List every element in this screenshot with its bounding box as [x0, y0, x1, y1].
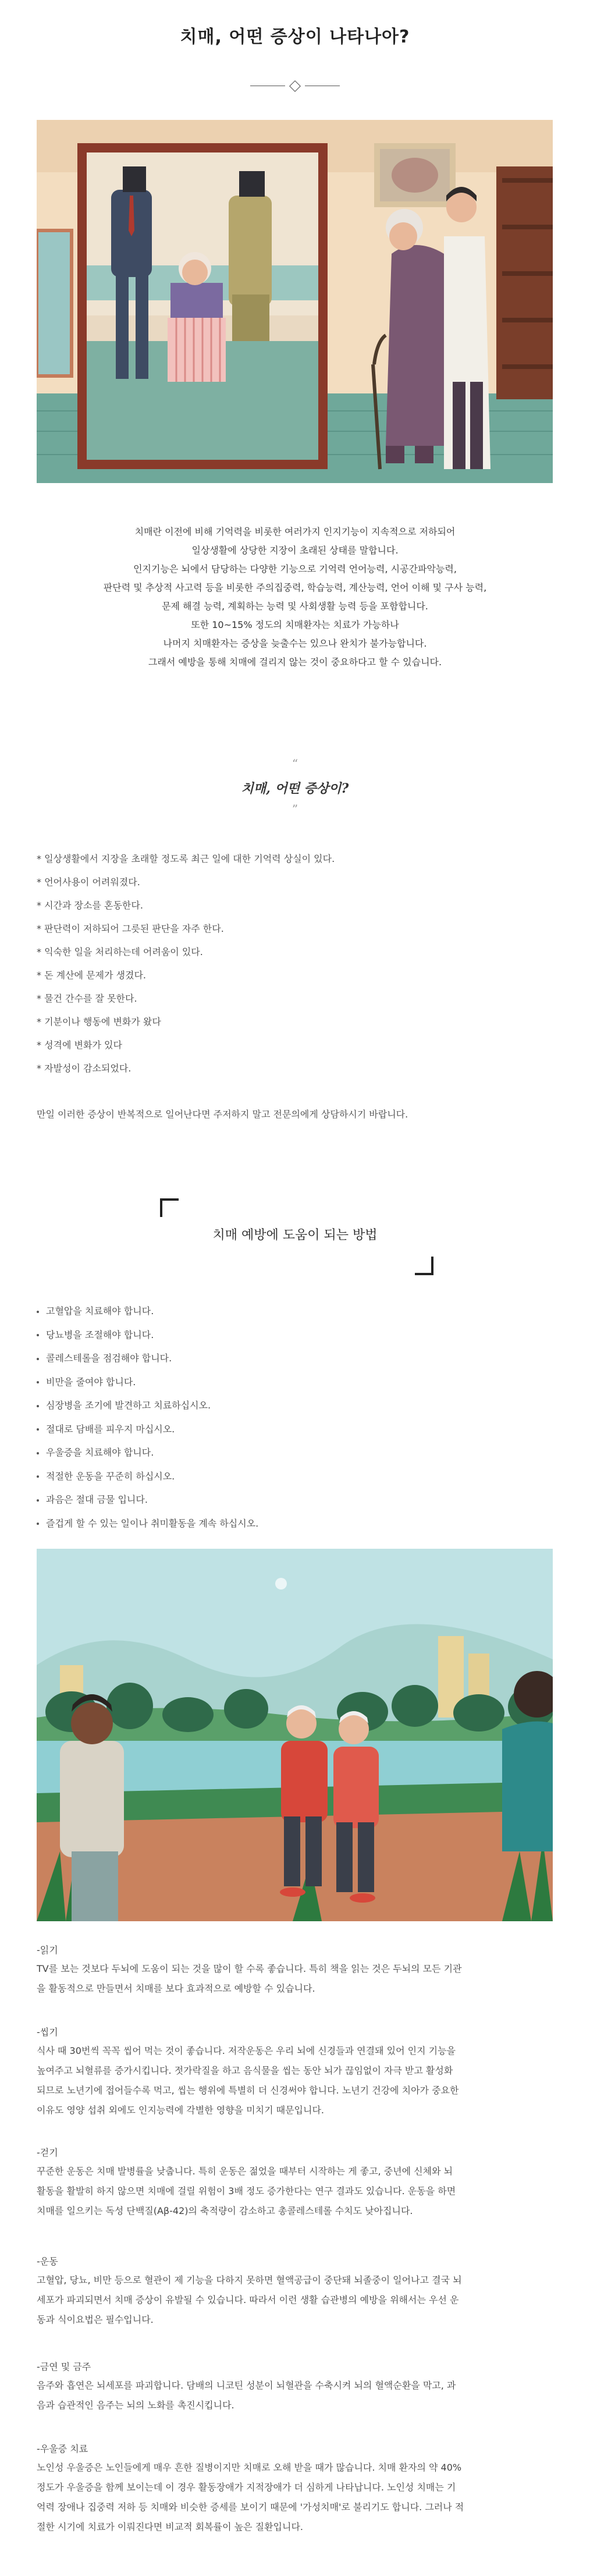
- section-body: [37, 2376, 553, 2415]
- prevention-item: [37, 1324, 258, 1347]
- intro-line: 나머지 치매환자는 증상을 늦출수는 있으나 완치가 불가능합니다.: [163, 638, 427, 649]
- symptom-item: * 판단력이 저하되어 그릇된 판단을 자주 한다.: [37, 923, 224, 934]
- page-title: 치매, 어떤 증상이 나타나아?: [180, 27, 410, 47]
- prevention-item-text: 콜레스테롤을 점검해야 합니다.: [46, 1353, 172, 1364]
- section-line: 꾸준한 운동은 치매 발병률을 낮춥니다. 특히 운동은 젊었을 때부터 시작하는 게 좋고, 중년에 신체와 뇌: [37, 2166, 453, 2177]
- open-quote-icon: “: [292, 757, 298, 771]
- bullet-icon: [37, 1523, 39, 1525]
- section-line: 억력 장애나 집중력 저하 등 치매와 비슷한 증세를 보이기 때문에 '가성치매'로 불리기도 합니다. 그러나 적: [37, 2502, 464, 2513]
- prevention-item-text: 과음은 절대 금물 입니다.: [46, 1494, 148, 1505]
- prevention-item: [37, 1394, 258, 1418]
- section-line: TV를 보는 것보다 두뇌에 도움이 되는 것을 많이 할 수록 좋습니다. 특히 책을 읽는 것은 두뇌의 모든 기관: [37, 1963, 462, 1974]
- section-heading: -씹기: [37, 2027, 58, 2038]
- section-line: 을 활동적으로 만들면서 치매를 보다 효과적으로 예방할 수 있습니다.: [37, 1983, 315, 1994]
- corner-bracket-bottom-right: [415, 1257, 433, 1275]
- section-reading: [37, 1942, 553, 1999]
- section-heading: -읽기: [37, 1945, 58, 1956]
- section-body: [37, 1959, 553, 1999]
- bullet-icon: [37, 1358, 39, 1360]
- prevention-item-text: 적절한 운동을 꾸준히 하십시오.: [46, 1470, 175, 1482]
- bullet-icon: [37, 1405, 39, 1407]
- symptom-note: 만일 이러한 증상이 반복적으로 일어난다면 주저하지 말고 전문의에게 상담하시기 바랍니다.: [37, 1109, 408, 1120]
- prevention-item: [37, 1418, 258, 1442]
- symptom-title: 치매, 어떤 증상이?: [241, 781, 349, 796]
- intro-line: 인지기능은 뇌에서 담당하는 다양한 기능으로 기억력 언어능력, 시공간파악능력,: [133, 563, 457, 574]
- section-heading: -걷기: [37, 2147, 58, 2158]
- section-line: 높여주고 뇌혈류를 증가시킵니다. 젓가락질을 하고 음식물을 씹는 동안 뇌가 끊임없이 자극 받고 활성화: [37, 2065, 453, 2076]
- prevention-item-text: 즐겁게 할 수 있는 일이나 취미활동을 계속 하십시오.: [46, 1517, 259, 1529]
- section-heading: -우울증 치료: [37, 2443, 88, 2454]
- bullet-icon: [37, 1334, 39, 1336]
- intro-line: 치매란 이전에 비해 기억력을 비롯한 여러가지 인지기능이 지속적으로 저하되어: [134, 526, 456, 537]
- symptom-list: [37, 847, 335, 1080]
- walking-illustration: [37, 1549, 553, 1921]
- section-heading: -금연 및 금주: [37, 2361, 91, 2372]
- prevention-item: [37, 1371, 258, 1395]
- intro-line: 판단력 및 추상적 사고력 등을 비롯한 주의집중력, 학습능력, 계산능력, 언어 이해 및 구사 능력,: [103, 582, 487, 593]
- section-body: [37, 2458, 553, 2537]
- prevention-item-text: 심장병을 조기에 발견하고 치료하십시오.: [46, 1400, 211, 1411]
- prevention-item-text: 고혈압을 치료해야 합니다.: [46, 1305, 154, 1317]
- prevention-item: [37, 1465, 258, 1489]
- prevention-item-text: 절대로 담배를 피우지 마십시오.: [46, 1423, 175, 1435]
- section-depression-treatment: [37, 2440, 553, 2537]
- bullet-icon: [37, 1499, 39, 1502]
- bullet-icon: [37, 1452, 39, 1454]
- symptom-item: * 시간과 장소를 혼동한다.: [37, 900, 143, 911]
- intro-paragraph: [0, 523, 590, 672]
- symptom-item: * 물건 간수를 잘 못한다.: [37, 993, 137, 1004]
- prevention-item: [37, 1488, 258, 1512]
- section-walking: [37, 2144, 553, 2221]
- symptom-item: * 돈 계산에 문제가 생겼다.: [37, 970, 146, 981]
- section-line: 치매를 일으키는 독성 단백질(Aβ-42)의 축적량이 감소하고 총콜레스테롤 수치도 낮아집니다.: [37, 2205, 413, 2216]
- section-line: 세포가 파괴되면서 치매 증상이 유발될 수 있습니다. 따라서 이런 생활 습관병의 예방을 위해서는 우선 운: [37, 2294, 459, 2305]
- close-quote-icon: ”: [292, 802, 298, 816]
- bullet-icon: [37, 1311, 39, 1313]
- section-heading: -운동: [37, 2256, 58, 2267]
- section-line: 절한 시기에 치료가 이뤄진다면 비교적 회복률이 높은 질환입니다.: [37, 2521, 304, 2532]
- prevention-item: [37, 1300, 258, 1324]
- intro-line: 또한 10~15% 정도의 치매환자는 치료가 가능하나: [191, 619, 399, 630]
- title-divider: [250, 81, 340, 91]
- section-body: [37, 2041, 553, 2120]
- symptom-item: * 기분이나 행동에 변화가 왔다: [37, 1016, 161, 1027]
- bullet-icon: [37, 1428, 39, 1431]
- bullet-icon: [37, 1475, 39, 1478]
- symptom-item: * 성격에 변화가 있다: [37, 1039, 122, 1051]
- prevention-list: [37, 1300, 258, 1535]
- symptom-item: * 언어사용이 어려워졌다.: [37, 877, 140, 888]
- section-no-smoking-drinking: [37, 2358, 553, 2415]
- section-body: [37, 2162, 553, 2221]
- prevention-item-text: 비만을 줄여야 합니다.: [46, 1376, 136, 1388]
- section-line: 음과 습관적인 음주는 뇌의 노화를 촉진시킵니다.: [37, 2400, 234, 2411]
- prevention-item: [37, 1441, 258, 1465]
- section-chewing: [37, 2024, 553, 2120]
- section-line: 활동을 활발히 하지 않으면 치매에 걸릴 위험이 3배 정도 증가한다는 연구 결과도 있습니다. 운동을 하면: [37, 2185, 456, 2197]
- section-exercise: [37, 2253, 553, 2330]
- dementia-illustration: [37, 120, 553, 483]
- symptom-item: * 자발성이 감소되었다.: [37, 1063, 131, 1074]
- prevention-item-text: 우울증을 치료해야 합니다.: [46, 1447, 154, 1458]
- section-line: 식사 때 30번씩 꼭꼭 씹어 먹는 것이 좋습니다. 저작운동은 우리 뇌에 신경들과 연결돼 있어 인지 기능을: [37, 2045, 456, 2056]
- section-line: 동과 식이요법은 필수입니다.: [37, 2314, 154, 2325]
- corner-bracket-top-left: [160, 1198, 179, 1217]
- symptom-item: * 일상생활에서 지장을 초래할 정도록 최근 일에 대한 기억력 상실이 있다.: [37, 853, 335, 864]
- divider-diamond-icon: [289, 80, 301, 92]
- prevention-item: [37, 1512, 258, 1536]
- section-line: 음주와 흡연은 뇌세포를 파괴합니다. 담배의 니코틴 성분이 뇌혈관을 수축시켜 뇌의 혈액순환을 막고, 과: [37, 2380, 456, 2391]
- section-body: [37, 2270, 553, 2330]
- section-line: 노인성 우울증은 노인들에게 매우 흔한 질병이지만 치매로 오해 받을 때가 많습니다. 치매 환자의 약 40%: [37, 2462, 462, 2473]
- symptom-item: * 익숙한 일을 처리하는데 어려움이 있다.: [37, 946, 203, 957]
- section-line: 되므로 노년기에 접어들수록 먹고, 씹는 행위에 특별히 더 신경써야 합니다. 노년기 건강에 치아가 중요한: [37, 2085, 459, 2096]
- section-line: 이유도 영양 섭취 외에도 인지능력에 각별한 영향을 미치기 때문입니다.: [37, 2105, 324, 2116]
- intro-line: 일상생활에 상당한 지장이 초래된 상태를 말합니다.: [191, 545, 399, 556]
- intro-line: 문제 해결 능력, 계획하는 능력 및 사회생활 능력 등을 포함합니다.: [162, 601, 428, 612]
- section-line: 고혈압, 당뇨, 비만 등으로 혈관이 제 기능을 다하지 못하면 혈액공급이 중단돼 뇌졸중이 일어나고 결국 뇌: [37, 2275, 462, 2286]
- bullet-icon: [37, 1381, 39, 1383]
- prevention-item-text: 당뇨병을 조절해야 합니다.: [46, 1329, 154, 1340]
- section-line: 정도가 우울증을 함께 보이는데 이 경우 활동장애가 지적장애가 더 심하게 나타납니다. 노인성 치매는 기: [37, 2482, 456, 2493]
- prevention-title: 치매 예방에 도움이 되는 방법: [212, 1228, 378, 1243]
- intro-line: 그래서 예방을 통해 치매에 걸리지 않는 것이 중요하다고 할 수 있습니다.: [148, 657, 442, 668]
- prevention-item: [37, 1347, 258, 1371]
